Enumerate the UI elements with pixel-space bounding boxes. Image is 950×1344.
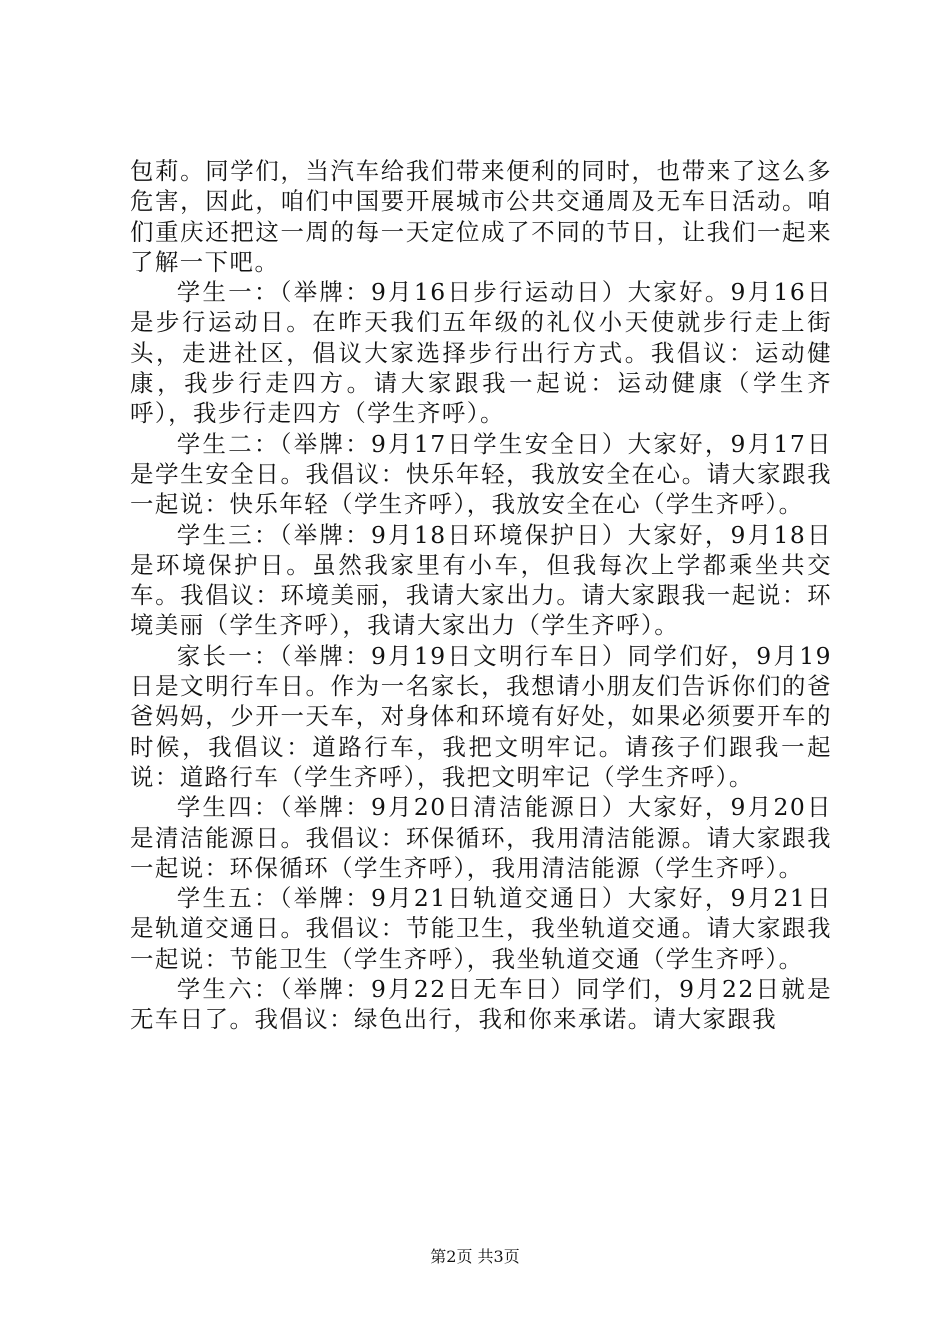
page-number-label: 第2页 共3页: [430, 1247, 520, 1266]
paragraph-student-5: 学生五：（举牌：9月21日轨道交通日）大家好，9月21日是轨道交通日。我倡议：节能卫生，我坐轨道交通。请大家跟我一起说：节能卫生（学生齐呼），我坐轨道交通（学生齐呼）。: [130, 884, 832, 973]
paragraph-student-3: 学生三：（举牌：9月18日环境保护日）大家好，9月18日是环境保护日。虽然我家里有小车，但我每次上学都乘坐共交车。我倡议：环境美丽，我请大家出力。请大家跟我一起说：环境美丽（学生齐呼），我请大家出力（学生齐呼）。: [130, 520, 832, 640]
paragraph-student-4: 学生四：（举牌：9月20日清洁能源日）大家好，9月20日是清洁能源日。我倡议：环保循环，我用清洁能源。请大家跟我一起说：环保循环（学生齐呼），我用清洁能源（学生齐呼）。: [130, 793, 832, 882]
paragraph-student-1: 学生一：（举牌：9月16日步行运动日）大家好。9月16日是步行运动日。在昨天我们五年级的礼仪小天使就步行走上街头，走进社区，倡议大家选择步行出行方式。我倡议：运动健康，我步行走四方。请大家跟我一起说：运动健康（学生齐呼），我步行走四方（学生齐呼）。: [130, 278, 832, 428]
page-footer: [0, 1244, 950, 1267]
document-body: [130, 156, 832, 1035]
paragraph-student-6: 学生六：（举牌：9月22日无车日）同学们，9月22日就是无车日了。我倡议：绿色出行，我和你来承诺。请大家跟我: [130, 975, 832, 1034]
paragraph-parent-1: 家长一：（举牌：9月19日文明行车日）同学们好，9月19日是文明行车日。作为一名家长，我想请小朋友们告诉你们的爸爸妈妈，少开一天车，对身体和环境有好处，如果必须要开车的时候，我倡议：道路行车，我把文明牢记。请孩子们跟我一起说：道路行车（学生齐呼），我把文明牢记（学生齐呼）。: [130, 641, 832, 791]
paragraph-intro: 包莉。同学们，当汽车给我们带来便利的同时，也带来了这么多危害，因此，咱们中国要开展城市公共交通周及无车日活动。咱们重庆还把这一周的每一天定位成了不同的节日，让我们一起来了解一下吧。: [130, 157, 832, 276]
paragraph-student-2: 学生二：（举牌：9月17日学生安全日）大家好，9月17日是学生安全日。我倡议：快乐年轻，我放安全在心。请大家跟我一起说：快乐年轻（学生齐呼），我放安全在心（学生齐呼）。: [130, 429, 832, 519]
